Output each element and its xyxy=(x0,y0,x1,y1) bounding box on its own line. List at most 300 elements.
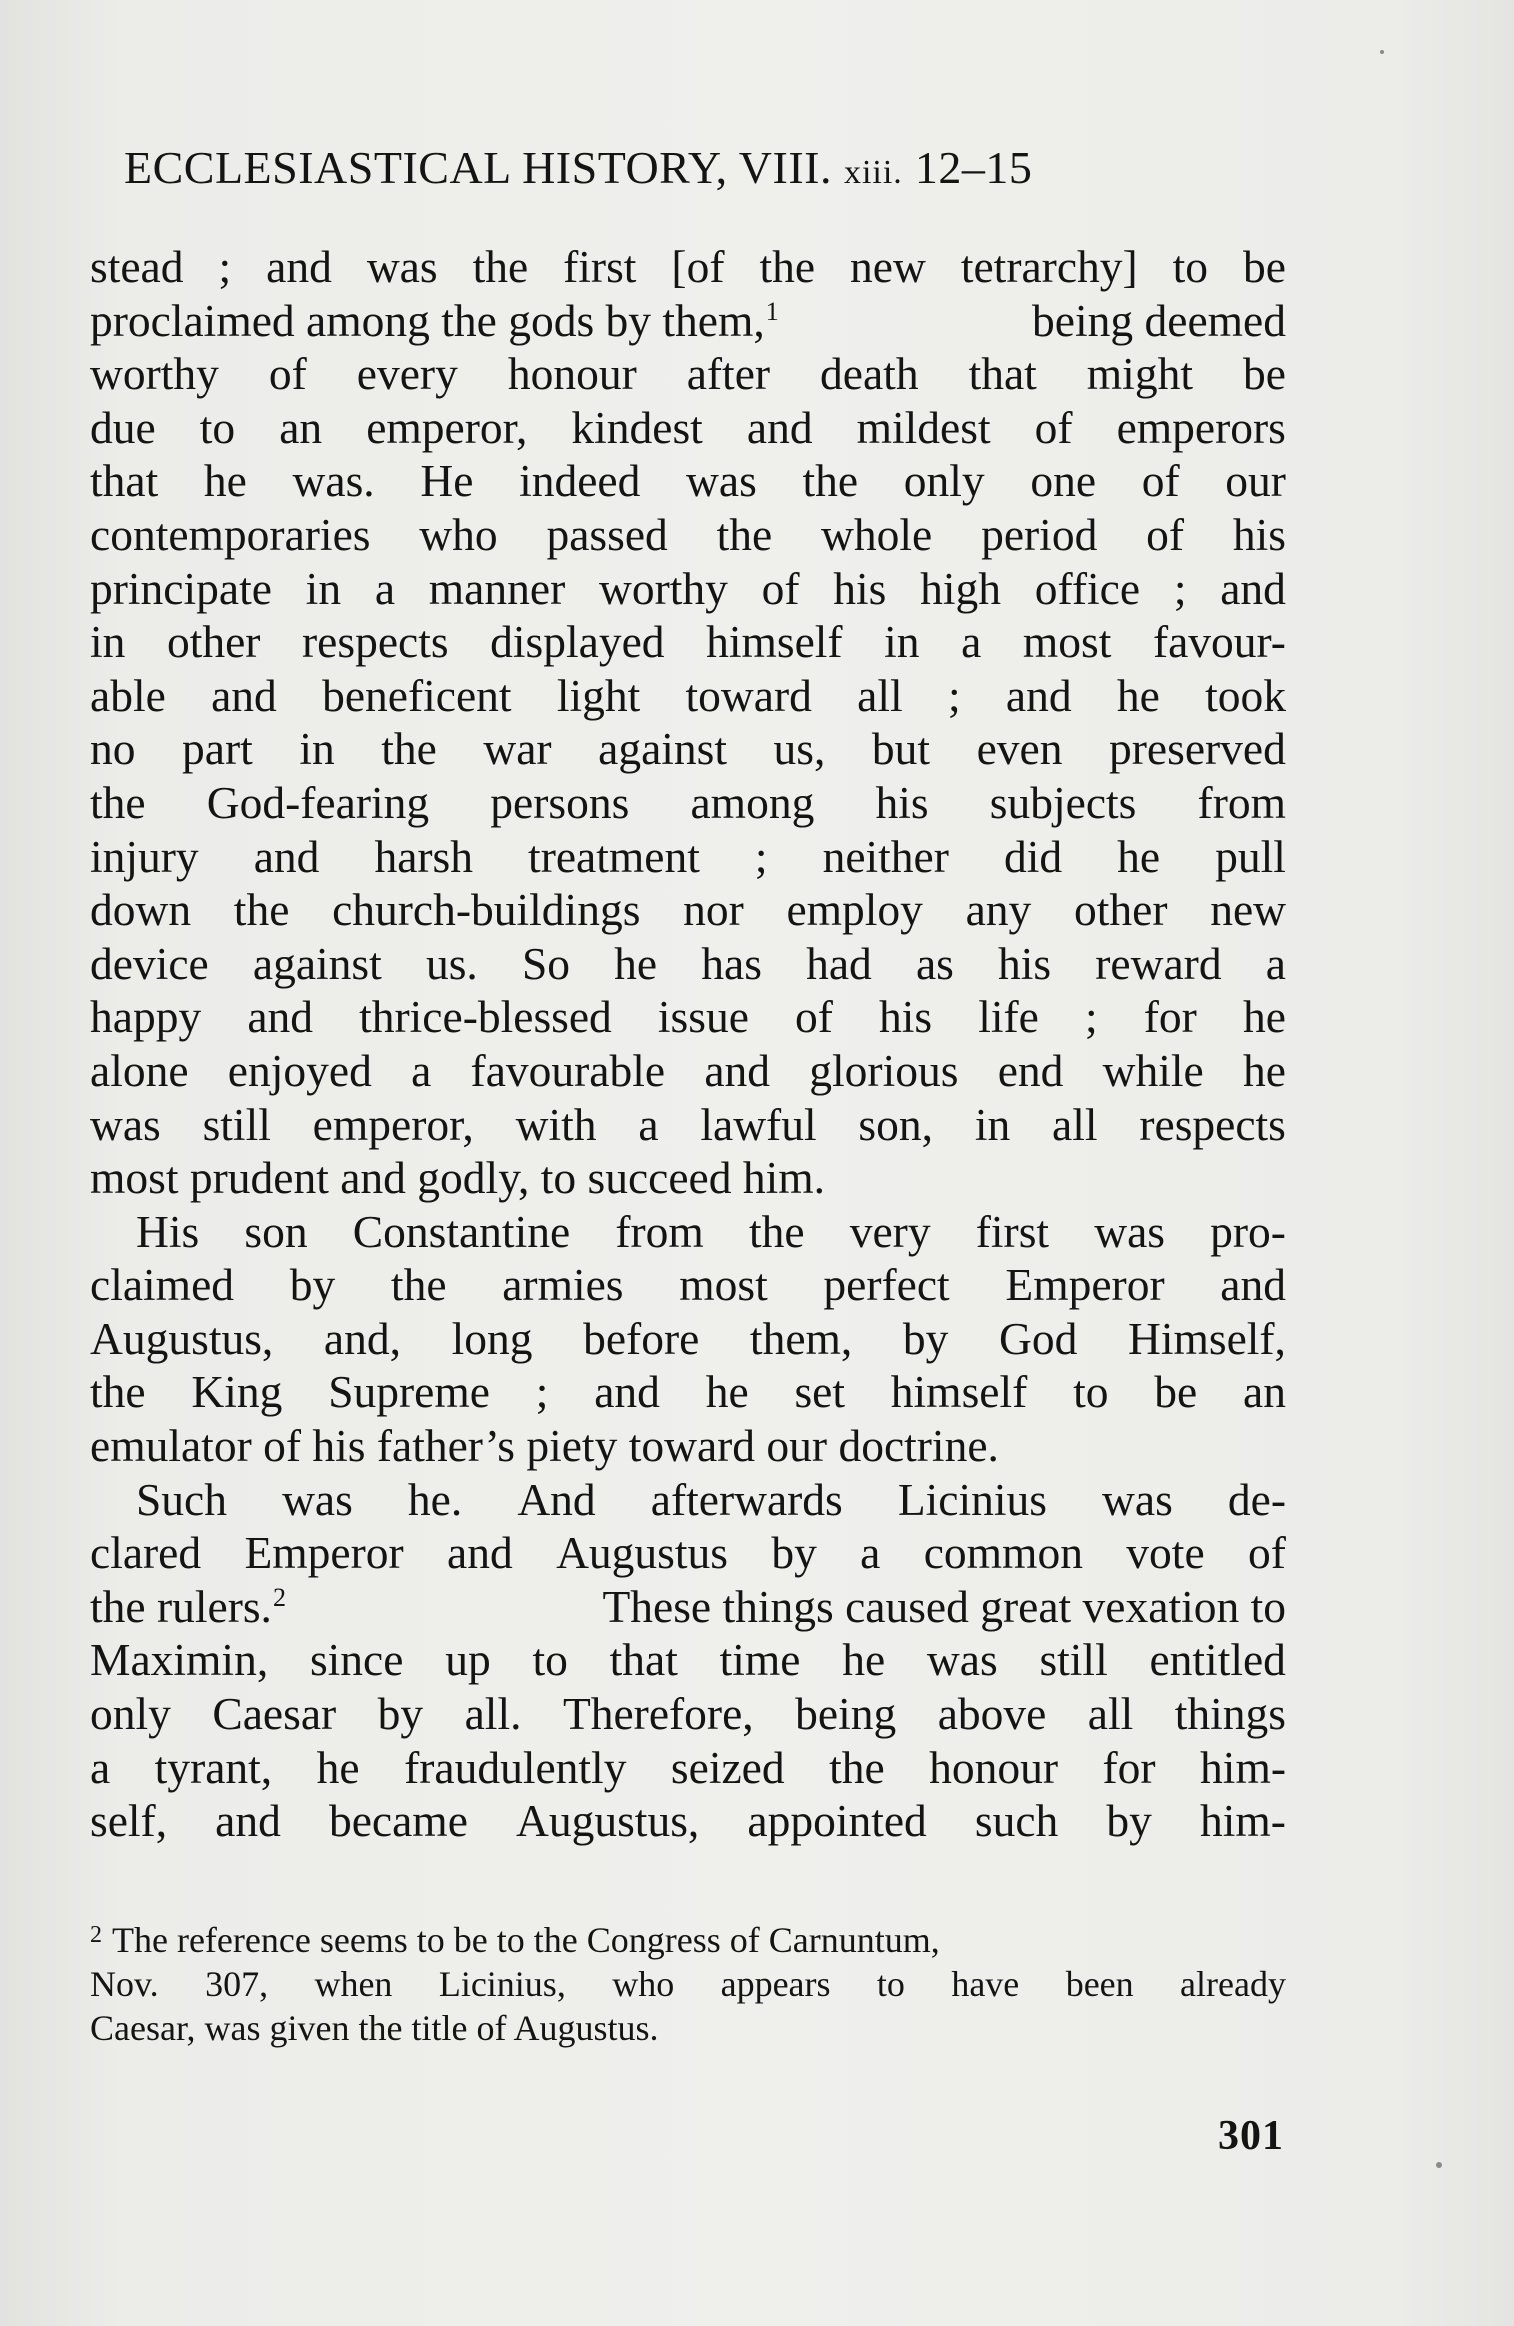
word: a xyxy=(1265,937,1286,989)
footnote-marker: 2 xyxy=(90,1922,102,1948)
paper-speck xyxy=(1436,2162,1442,2168)
word: treatment xyxy=(528,830,700,882)
word: God xyxy=(999,1312,1078,1364)
word: was xyxy=(1102,1473,1173,1525)
footnote xyxy=(90,1918,1286,2050)
word: any xyxy=(965,884,1032,936)
word: other xyxy=(1074,884,1168,936)
word: God-fearing xyxy=(206,776,430,828)
word: part xyxy=(182,723,253,775)
word: his xyxy=(1232,508,1286,560)
word: up xyxy=(445,1634,491,1686)
main-text xyxy=(90,240,1286,1848)
word: after xyxy=(686,348,771,400)
word: be xyxy=(1243,241,1286,292)
word: was xyxy=(926,1634,998,1686)
word: when xyxy=(314,1964,393,2004)
word: high xyxy=(920,562,1002,614)
text-segment: The reference seems to be to the Congress of Carnuntum, xyxy=(112,1920,940,1960)
word: a xyxy=(411,1044,432,1096)
word: him- xyxy=(1200,1741,1286,1793)
word: down xyxy=(90,884,192,936)
word: did xyxy=(1003,830,1063,882)
text-line xyxy=(90,562,1286,616)
word: Himself, xyxy=(1127,1312,1286,1364)
word: persons xyxy=(490,776,630,828)
word: death xyxy=(820,348,919,400)
word: the xyxy=(802,455,859,507)
word: was xyxy=(282,1473,353,1525)
word: ; xyxy=(535,1366,549,1418)
word: for xyxy=(1102,1741,1156,1793)
word: and xyxy=(215,1795,281,1847)
word: a xyxy=(374,562,396,614)
word: appears xyxy=(720,1964,831,2004)
text-line xyxy=(90,454,1286,508)
word: neither xyxy=(822,830,949,882)
word: armies xyxy=(502,1259,624,1311)
word: entitled xyxy=(1149,1634,1286,1686)
word: church-buildings xyxy=(332,884,641,936)
word: was xyxy=(366,241,438,292)
word: who xyxy=(419,508,498,560)
word: be xyxy=(1154,1366,1198,1418)
word: of xyxy=(1146,508,1185,560)
word: he xyxy=(1117,830,1161,882)
word: and xyxy=(211,669,277,721)
word: subjects xyxy=(989,776,1137,828)
word: might xyxy=(1086,348,1193,400)
word: but xyxy=(871,723,931,775)
word: the xyxy=(233,884,290,936)
word: happy xyxy=(90,991,202,1043)
word: common xyxy=(923,1527,1083,1579)
word: before xyxy=(583,1312,700,1364)
word: vote xyxy=(1126,1527,1205,1579)
word: for xyxy=(1143,991,1197,1043)
text-line: most prudent and godly, to succeed him. xyxy=(90,1152,826,1204)
word: emperor, xyxy=(312,1098,474,1150)
word: set xyxy=(794,1366,845,1418)
word: be xyxy=(1242,348,1286,400)
text-line xyxy=(90,1741,1286,1795)
word: and xyxy=(1005,669,1072,721)
text-line xyxy=(90,1044,1286,1098)
word: first xyxy=(975,1205,1050,1257)
text-line xyxy=(90,347,1286,401)
word: Maximin, xyxy=(90,1634,269,1686)
footnote-line: Caesar, was given the title of Augustus. xyxy=(90,2008,659,2048)
word: a xyxy=(961,616,982,668)
word: fraudulently xyxy=(404,1741,627,1793)
word: had xyxy=(806,937,872,989)
word: his xyxy=(875,776,929,828)
running-head-chapter: xiii. xyxy=(843,154,903,191)
word: honour xyxy=(929,1741,1059,1793)
word: harsh xyxy=(374,830,474,882)
word: self, xyxy=(90,1795,168,1847)
word: he xyxy=(614,937,658,989)
word: ; xyxy=(1173,562,1187,614)
word: afterwards xyxy=(650,1473,843,1525)
word: us. xyxy=(425,937,478,989)
word: office xyxy=(1034,562,1141,614)
word: by xyxy=(771,1527,817,1579)
word: still xyxy=(1039,1634,1108,1686)
word: And xyxy=(517,1473,596,1525)
word: of xyxy=(761,562,800,614)
text-line xyxy=(90,830,1286,884)
word: [of xyxy=(671,241,725,292)
word: indeed xyxy=(519,455,641,507)
text-line xyxy=(90,240,1286,294)
word: alone xyxy=(90,1044,189,1096)
word: lawful xyxy=(700,1098,817,1150)
word: by xyxy=(902,1312,949,1364)
word: reward xyxy=(1095,937,1222,989)
text-segment: being deemed xyxy=(1032,294,1286,346)
text-line: emulator of his father’s piety toward our doctrine. xyxy=(90,1420,999,1472)
footnote-line xyxy=(90,1962,1286,2006)
word: son, xyxy=(858,1098,934,1150)
word: since xyxy=(309,1634,404,1686)
word: of xyxy=(268,348,307,400)
word: ; xyxy=(218,241,232,292)
word: light xyxy=(556,669,641,721)
running-head-sections: 12–15 xyxy=(914,142,1033,193)
word: he xyxy=(1242,991,1286,1043)
word: tetrarchy] xyxy=(960,241,1138,292)
word: his xyxy=(879,991,933,1043)
word: displayed xyxy=(490,616,665,668)
word: he xyxy=(842,1634,886,1686)
word: 307, xyxy=(205,1964,269,2004)
word: honour xyxy=(507,348,637,400)
word: an xyxy=(279,401,323,453)
word: preserved xyxy=(1109,723,1286,775)
word: most xyxy=(1022,616,1112,668)
text-line xyxy=(90,1473,1286,1527)
word: by xyxy=(1106,1795,1152,1847)
paper-speck xyxy=(1380,50,1384,54)
word: glorious xyxy=(809,1044,959,1096)
word: issue xyxy=(657,991,749,1043)
word: one xyxy=(1030,455,1097,507)
word: has xyxy=(701,937,762,989)
word: the xyxy=(90,1366,146,1418)
text-line xyxy=(90,1098,1286,1152)
text-line xyxy=(90,1205,1286,1259)
word: emperors xyxy=(1116,401,1286,453)
word: his xyxy=(833,562,887,614)
word: favourable xyxy=(470,1044,666,1096)
word: was xyxy=(686,455,757,507)
page-number: 301 xyxy=(1218,2113,1284,2159)
word: by xyxy=(289,1259,336,1311)
word: was. xyxy=(292,455,375,507)
word: Emperor xyxy=(244,1527,404,1579)
word: he xyxy=(1242,1044,1286,1096)
word: beneficent xyxy=(322,669,512,721)
word: the xyxy=(759,241,816,292)
word: of xyxy=(795,991,833,1043)
word: all xyxy=(857,669,903,721)
text-line xyxy=(90,1580,1286,1634)
word: he xyxy=(1116,669,1160,721)
word: an xyxy=(1243,1366,1286,1418)
text-line xyxy=(90,1258,1286,1312)
word: pull xyxy=(1215,830,1286,882)
word: of xyxy=(1141,455,1180,507)
word: and xyxy=(447,1527,513,1579)
word: in xyxy=(974,1098,1011,1150)
word: the xyxy=(472,241,529,292)
word: ; xyxy=(1085,991,1098,1043)
word: himself xyxy=(706,616,843,668)
word: all. xyxy=(464,1688,522,1740)
word: Such xyxy=(136,1473,227,1525)
word: and, xyxy=(323,1312,401,1364)
word: respects xyxy=(1139,1098,1286,1150)
word: toward xyxy=(685,669,812,721)
word: of xyxy=(1247,1527,1286,1579)
word: all xyxy=(1087,1688,1134,1740)
word: Caesar xyxy=(212,1688,337,1740)
word: seized xyxy=(670,1741,785,1793)
word: who xyxy=(612,1964,675,2004)
word: them, xyxy=(749,1312,853,1364)
text-line xyxy=(90,1687,1286,1741)
word: of xyxy=(1034,401,1073,453)
text-line xyxy=(90,401,1286,455)
word: injury xyxy=(90,830,199,882)
word: ; xyxy=(947,669,961,721)
text-segment: the rulers. xyxy=(90,1580,272,1632)
word: time xyxy=(719,1634,801,1686)
word: and xyxy=(746,401,813,453)
word: our xyxy=(1225,455,1286,507)
footnote-reference: 2 xyxy=(272,1582,286,1612)
word: his xyxy=(998,937,1052,989)
word: whole xyxy=(821,508,933,560)
word: Supreme xyxy=(328,1366,490,1418)
footnote-reference: 1 xyxy=(765,296,779,326)
text-line xyxy=(90,1794,1286,1848)
word: that xyxy=(90,455,159,507)
word: in xyxy=(90,616,126,668)
word: became xyxy=(328,1795,468,1847)
word: mildest xyxy=(856,401,991,453)
text-line xyxy=(90,883,1286,937)
word: contemporaries xyxy=(90,508,371,560)
text-line xyxy=(90,294,1286,348)
text-line xyxy=(90,615,1286,669)
word: to xyxy=(532,1634,568,1686)
text-line xyxy=(90,722,1286,776)
word: as xyxy=(915,937,954,989)
word: in xyxy=(884,616,920,668)
word: perfect xyxy=(823,1259,950,1311)
word: from xyxy=(615,1205,704,1257)
word: employ xyxy=(786,884,923,936)
text-segment: proclaimed among the gods by them, xyxy=(90,294,765,346)
word: took xyxy=(1205,669,1286,721)
word: the xyxy=(829,1741,885,1793)
word: and xyxy=(266,241,332,292)
word: he xyxy=(705,1366,749,1418)
word: claimed xyxy=(90,1259,235,1311)
word: Augustus, xyxy=(90,1312,274,1364)
text-line xyxy=(90,1526,1286,1580)
word: the xyxy=(748,1205,805,1257)
word: Emperor xyxy=(1005,1259,1165,1311)
word: against xyxy=(252,937,382,989)
word: a xyxy=(860,1527,881,1579)
word: worthy xyxy=(90,348,219,400)
word: and xyxy=(247,991,314,1043)
word: a xyxy=(638,1098,659,1150)
word: to xyxy=(876,1964,905,2004)
word: against xyxy=(598,723,728,775)
word: Therefore, xyxy=(562,1688,754,1740)
word: been xyxy=(1065,1964,1134,2004)
word: new xyxy=(850,241,926,292)
text-segment: These things caused great vexation to xyxy=(602,1580,1286,1632)
word: only xyxy=(90,1688,171,1740)
word: have xyxy=(951,1964,1020,2004)
word: all xyxy=(1052,1098,1098,1150)
word: war xyxy=(483,723,552,775)
word: that xyxy=(968,348,1037,400)
word: a xyxy=(90,1741,111,1793)
word: worthy xyxy=(598,562,728,614)
word: he xyxy=(203,455,247,507)
word: Augustus xyxy=(556,1527,728,1579)
word: Nov. xyxy=(90,1964,159,2004)
word: Constantine xyxy=(352,1205,571,1257)
word: very xyxy=(849,1205,931,1257)
word: things xyxy=(1174,1688,1286,1740)
running-head-title: ECCLESIASTICAL HISTORY, VIII. xyxy=(124,142,832,193)
word: the xyxy=(390,1259,447,1311)
word: due xyxy=(90,401,156,453)
word: able xyxy=(90,669,166,721)
text-line xyxy=(90,776,1286,830)
text-line xyxy=(90,669,1286,723)
word: new xyxy=(1210,884,1286,936)
word: already xyxy=(1180,1964,1286,2004)
word: tyrant, xyxy=(154,1741,273,1793)
word: and xyxy=(253,830,320,882)
word: him- xyxy=(1200,1795,1286,1847)
word: kindest xyxy=(571,401,703,453)
word: long xyxy=(451,1312,533,1364)
word: thrice-blessed xyxy=(359,991,612,1043)
word: emperor, xyxy=(366,401,528,453)
word: the xyxy=(716,508,773,560)
word: only xyxy=(903,455,985,507)
word: nor xyxy=(683,884,744,936)
word: enjoyed xyxy=(227,1044,372,1096)
word: and xyxy=(594,1366,660,1418)
word: the xyxy=(381,723,437,775)
word: no xyxy=(90,723,136,775)
word: Licinius, xyxy=(438,1964,566,2004)
word: ; xyxy=(754,830,768,882)
word: most xyxy=(679,1259,768,1311)
word: to xyxy=(199,401,236,453)
word: while xyxy=(1102,1044,1204,1096)
word: other xyxy=(166,616,261,668)
word: He xyxy=(420,455,474,507)
word: So xyxy=(521,937,570,989)
word: de- xyxy=(1227,1473,1286,1525)
word: to xyxy=(1172,241,1209,292)
word: passed xyxy=(546,508,668,560)
word: even xyxy=(976,723,1063,775)
word: being xyxy=(795,1688,897,1740)
word: was xyxy=(1094,1205,1165,1257)
text-line xyxy=(90,990,1286,1044)
word: the xyxy=(90,776,146,828)
word: King xyxy=(191,1366,283,1418)
word: device xyxy=(90,937,209,989)
word: he. xyxy=(407,1473,463,1525)
word: above xyxy=(937,1688,1047,1740)
word: that xyxy=(609,1634,678,1686)
word: and xyxy=(1220,1259,1286,1311)
word: by xyxy=(377,1688,424,1740)
text-line xyxy=(90,937,1286,991)
word: still xyxy=(202,1098,271,1150)
word: pro- xyxy=(1210,1205,1286,1257)
word: every xyxy=(356,348,458,400)
text-line xyxy=(90,508,1286,562)
word: in xyxy=(305,562,342,614)
word: Licinius xyxy=(897,1473,1047,1525)
word: son xyxy=(244,1205,308,1257)
word: clared xyxy=(90,1527,202,1579)
word: Augustus, xyxy=(515,1795,700,1847)
word: period xyxy=(981,508,1098,560)
word: respects xyxy=(302,616,449,668)
footnote-line xyxy=(90,1918,1286,1962)
running-head xyxy=(124,138,1286,203)
text-line xyxy=(90,1312,1286,1366)
word: principate xyxy=(90,562,272,614)
text-line xyxy=(90,1365,1286,1419)
word: life xyxy=(978,991,1039,1043)
word: he xyxy=(316,1741,360,1793)
word: himself xyxy=(890,1366,1028,1418)
word: to xyxy=(1073,1366,1109,1418)
word: stead xyxy=(90,241,184,292)
word: end xyxy=(997,1044,1064,1096)
word: appointed xyxy=(747,1795,927,1847)
word: in xyxy=(299,723,335,775)
word: favour- xyxy=(1152,616,1286,668)
text-line xyxy=(90,1633,1286,1687)
word: with xyxy=(515,1098,597,1150)
word: such xyxy=(974,1795,1059,1847)
word: was xyxy=(90,1098,161,1150)
word: among xyxy=(690,776,815,828)
word: His xyxy=(136,1205,200,1257)
word: from xyxy=(1197,776,1286,828)
word: and xyxy=(704,1044,771,1096)
word: first xyxy=(563,241,637,292)
word: and xyxy=(1220,562,1286,614)
